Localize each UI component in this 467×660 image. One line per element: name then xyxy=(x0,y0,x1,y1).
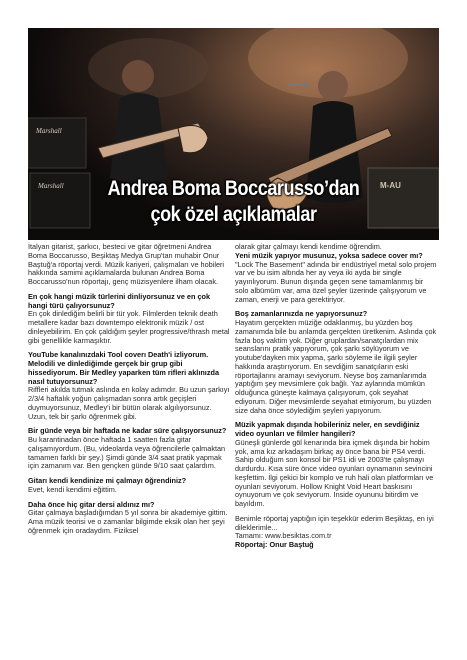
answer-text: Hayatım gerçekten müziğe odaklanmış, bu yüzden boş zamanımda bile bu anlamda gerçekten üretkenim. Aslında çok fazla boş vaktim yok. Diğer gruplardan/sanatçılardan mix seanslarını pratik yapıyorum, çok şarkı söylüyorum ve youtube'dayken mix yapma, şarkı söyleme ile ilgili şeyler hakkında araştırıyorum. En sevdiğim sanatçıların eski röportajlarını aramayı seviyorum. Neyse boş zamanlarımda yaptığım şey mevsimlere çok bağlı. Yaz aylarında mümkün olduğunca güneşte kalmaya çalışıyorum, çok seyahat ediyorum. Diğer mevsimlerde seyahat etmiyorum, bu yüzden size daha önce söylediğim şeyleri yapıyorum. xyxy=(235,318,437,415)
question-text: YouTube kanalınızdaki Tool coverı Death'i izliyorum. Melodili ve dinlediğimde gerçek bir grup gibi hissediyorum. Bir Medley yaparken tüm rifleri aklınızda nasıl tutuyorsunuz? xyxy=(28,350,219,386)
byline xyxy=(235,541,437,550)
qa-block xyxy=(235,252,437,305)
headline-line-2: çok özel açıklamalar xyxy=(150,203,317,226)
question-text: Bir günde veya bir haftada ne kadar süre çalışıyorsunuz? xyxy=(28,426,227,436)
qa-block xyxy=(235,421,437,509)
headline-line-1: Andrea Boma Boccarusso’dan xyxy=(107,177,360,200)
closing-text xyxy=(235,515,437,533)
answer-text: Evet, kendi kendimi eğittim. xyxy=(28,484,117,494)
website-text: Tamamı: www.besiktas.com.tr xyxy=(235,531,332,541)
qa-block xyxy=(28,293,230,346)
answer-text: Riffleri akılda tutmak aslında en kolay adımdır. Bu uzun şarkıyı 2/3/4 haftalık yoğun çalışmadan sonra artık geçişleri duymuyorsunuz, Medley'i bir bütün olarak algılıyorsunuz. Uzun, tek bir şarkı öğrenmek gibi. xyxy=(28,385,230,421)
qa-block xyxy=(235,310,437,415)
paragraph xyxy=(28,243,230,287)
byline-text: Röportaj: Onur Baştuğ xyxy=(235,540,314,549)
qa-block xyxy=(28,351,230,421)
right-column xyxy=(235,243,437,556)
answer-text: Gitar çalmaya başladığımdan 5 yıl sonra bir akademiye gittim. Ama müzik teorisi ve o zamanlar bilgimde eksik olan her şeyi öğrenmek için oradaydım. Fiziksel xyxy=(28,508,228,535)
question-text: Gitarı kendi kendinize mi çalmayı öğrendiniz? xyxy=(28,476,187,485)
answer-text: En çok dinlediğim belirli bir tür yok. Filmlerden teknik death metallere kadar bazı downtempo elektronik müzik / ost dinleyebilirim. En çok çaldığım şeyler progressive/thrash metal gibi genellikle karmaşıktır. xyxy=(28,309,230,345)
question-text: Yeni müzik yapıyor musunuz, yoksa sadece cover mı? xyxy=(235,250,423,260)
svg-text:M-AU: M-AU xyxy=(380,181,401,190)
answer-text: Benimle röportaj yaptığın için teşekkür ederim Beşiktaş, en iyi dileklerimle... xyxy=(235,513,434,532)
answer-text: Güneşli günlerde göl kenarında bira içmek dışında bir hobim yok, ama kız arkadaşım birkaç ay önce bana bir PS4 verdi. Sahip olduğum son konsol bir PS1 idi ve 2003'te çalışmayı durdurdu. Kısa süre önce video oyunları oynamanın sevincini keşfettim. İlgi çekici bir komplo ve ruh hali olan platformları ve oyunları seviyorum. Hollow Knight Void Heart baskısını oynuyorum ve çok seviyorum. Inside oyununu bitirdim ve bayıldım. xyxy=(235,437,434,508)
qa-block xyxy=(28,427,230,471)
answer-text: Bu karantinadan önce haftada 1 saatten fazla gitar çalışamıyordum. (Bu, videolarda veya öğrencilerle çalmaktan tamamen farklı bir şey.) Şimdi günde 3/4 saat pratik yapmak için zamanım var. Ben gençken günde 9/10 saat çalardım. xyxy=(28,435,226,471)
question-text: Daha önce hiç gitar dersi aldınız mı? xyxy=(28,499,155,509)
answer-text: "Lock The Basement" adında bir endüstriyel metal solo projem var ve bu isim altında her ay veya iki ayda bir single yayınlıyorum. Bunun dışında geçen sene tamamlanmış bir solo albümüm var, ama özel şeyler üzerinde çalışıyorum ve zaman, enerji ve para gerektiriyor. xyxy=(235,259,437,304)
left-column xyxy=(28,243,230,542)
question-text: Müzik yapmak dışında hobileriniz neler, en sevdiğiniz video oyunları ve filmler hangileri? xyxy=(235,420,420,438)
answer-text: olarak gitar çalmayı kendi kendime öğrendim. xyxy=(235,242,382,251)
qa-block xyxy=(28,501,230,536)
qa-block xyxy=(28,477,230,495)
question-text: En çok hangi müzik türlerini dinliyorsunuz ve en çok hangi türü çalıyorsunuz? xyxy=(28,291,211,310)
article-headline xyxy=(28,176,439,228)
svg-text:Marshall: Marshall xyxy=(36,127,62,135)
svg-text:Marshall: Marshall xyxy=(38,182,64,190)
question-text: Boş zamanlarınızda ne yapıyorsunuz? xyxy=(235,309,368,319)
answer-text: İtalyan gitarist, şarkıcı, besteci ve gitar öğretmeni Andrea Boma Boccarusso, Beşiktaş Medya Grup'tan muhabir Onur Baştuğ'a röportaj verdi. Müzik kariyeri, çalışmaları ve hobileri hakkında samimi açıklamalarda bulunan Andrea Boma Boccarusso'nun röportajı, genç müzisyenlere ilham olacak. xyxy=(28,242,225,286)
